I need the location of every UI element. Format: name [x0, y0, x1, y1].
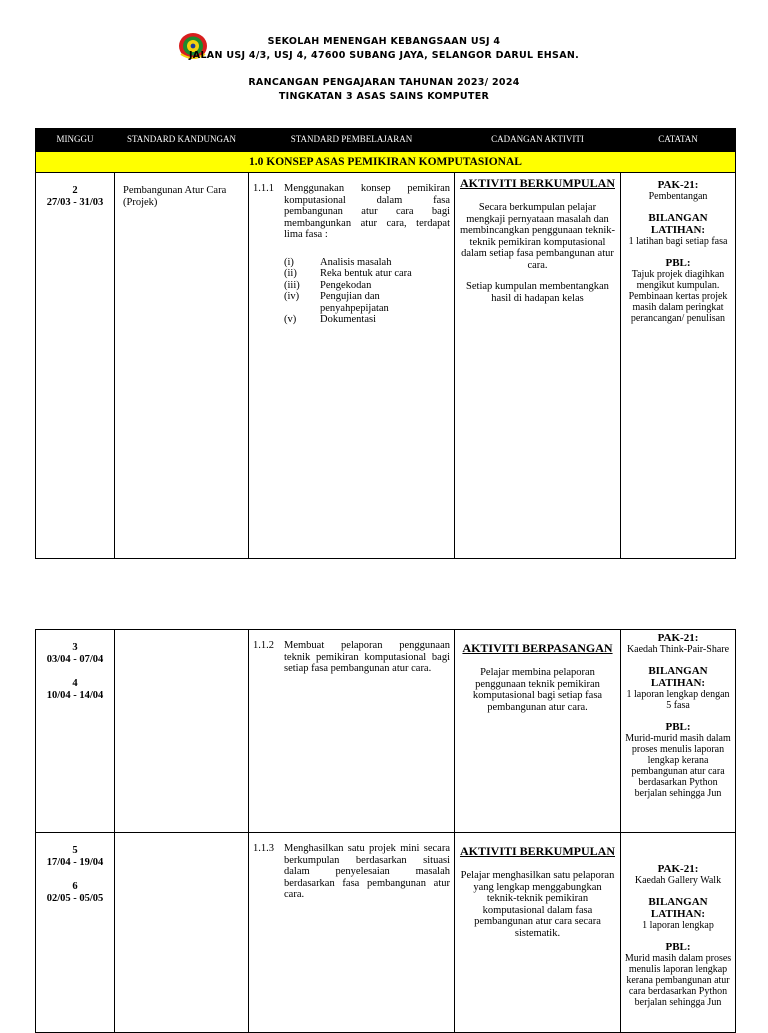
pak21-label: PAK-21:	[657, 179, 699, 191]
pak21-label: PAK-21:	[657, 632, 699, 644]
plan-table-page-1	[35, 128, 736, 559]
bilangan-value: 1 laporan lengkap dengan 5 fasa	[626, 689, 730, 712]
col-header-catatan: CATATAN	[621, 129, 736, 152]
standard-kandungan-cell	[115, 833, 249, 1033]
activity-description-2: Setiap kumpulan membentangkan hasil di hadapan kelas	[466, 281, 609, 305]
table-row	[36, 833, 736, 1033]
activity-description: Secara berkumpulan pelajar mengkaji pernyataan masalah dan membincangkan penggunaan teknik-teknik pemikiran komputasional dalam setiap fasa pembangunan atur cara.	[459, 202, 616, 271]
notes-cell	[621, 833, 736, 1033]
standard-pembelajaran-cell	[249, 833, 455, 1033]
pak21-value: Kaedah Think-Pair-Share	[626, 644, 730, 656]
pbl-label: PBL:	[665, 941, 691, 954]
list-item: (ii) Reka bentuk atur cara	[284, 268, 412, 280]
table-header-row	[36, 129, 736, 152]
week-number: 6	[72, 881, 78, 893]
sp-text: Menggunakan konsep pemikiran komputasional dalam fasa pembangunan atur cara bagi membangunkan atur cara, terdapat lima fasa :	[284, 183, 450, 241]
sp-code: 1.1.1	[253, 183, 274, 194]
bilangan-label: BILANGAN LATIHAN:	[648, 212, 708, 237]
col-header-standard-kandungan: STANDARD KANDUNGAN	[115, 129, 249, 152]
plan-title: RANCANGAN PENGAJARAN TAHUNAN 2023/ 2024	[248, 77, 520, 88]
week-cell	[36, 630, 115, 833]
standard-pembelajaran-cell	[249, 173, 455, 559]
activity-cell	[455, 630, 621, 833]
sp-text: Membuat pelaporan penggunaan teknik pemikiran komputasional bagi setiap fasa pembangunan atur cara.	[284, 640, 450, 675]
table-row	[36, 173, 736, 559]
pbl-value: Tajuk projek diagihkan mengikut kumpulan. Pembinaan kertas projek masih dalam peringkat perancangan/ penulisan	[628, 269, 728, 325]
standard-kandungan-cell	[115, 630, 249, 833]
activity-title: AKTIVITI BERKUMPULAN	[459, 176, 615, 190]
list-item: (i) Analisis masalah	[284, 256, 392, 268]
list-item: (iv) Pengujian dan penyahpepijatan	[284, 291, 389, 314]
activity-description: Pelajar membina pelaporan penggunaan teknik pemikiran komputasional bagi setiap fasa pembangunan atur cara.	[472, 667, 603, 713]
bilangan-label: BILANGAN LATIHAN:	[648, 896, 708, 921]
week-number: 5	[72, 845, 78, 856]
week-dates: 27/03 - 31/03	[46, 196, 104, 208]
bilangan-value: 1 latihan bagi setiap fasa	[628, 236, 728, 248]
week-number: 3	[72, 642, 78, 653]
pbl-label: PBL:	[665, 257, 691, 270]
standard-pembelajaran-cell	[249, 630, 455, 833]
activity-cell	[455, 173, 621, 559]
sp-text: Menghasilkan satu projek mini secara berkumpulan berdasarkan situasi dalam penyelesaian masalah berdasarkan fasa pembangunan atur cara.	[284, 843, 450, 901]
col-header-cadangan-aktiviti: CADANGAN AKTIVITI	[455, 129, 621, 152]
week-cell	[36, 173, 115, 559]
week-number: 4	[72, 678, 78, 690]
activity-title: AKTIVITI BERKUMPULAN	[459, 844, 615, 858]
week-dates: 17/04 - 19/04	[46, 856, 104, 868]
pak21-value: Pembentangan	[648, 191, 708, 203]
pak21-value: Kaedah Gallery Walk	[634, 875, 722, 887]
school-name: SEKOLAH MENENGAH KEBANGSAAN USJ 4	[267, 36, 501, 47]
sp-code: 1.1.3	[253, 843, 274, 854]
col-header-standard-pembelajaran: STANDARD PEMBELAJARAN	[249, 129, 455, 152]
bilangan-label: BILANGAN LATIHAN:	[648, 665, 708, 690]
sp-code: 1.1.2	[253, 640, 274, 651]
pbl-value: Murid-murid masih dalam proses menulis laporan lengkap kerana pembangunan atur cara berdasarkan Python berjalan sehingga Jun	[625, 733, 731, 800]
school-address: JALAN USJ 4/3, USJ 4, 47600 SUBANG JAYA, SELANGOR DARUL EHSAN.	[188, 50, 580, 61]
pbl-label: PBL:	[665, 721, 691, 734]
subject-title: TINGKATAN 3 ASAS SAINS KOMPUTER	[278, 91, 490, 102]
activity-title: AKTIVITI BERPASANGAN	[462, 641, 613, 655]
bilangan-value: 1 laporan lengkap	[642, 920, 714, 932]
pak21-label: PAK-21:	[657, 863, 699, 875]
table-row	[36, 630, 736, 833]
section-title-row	[36, 152, 736, 173]
phase-list	[253, 257, 450, 326]
pbl-value: Murid masih dalam proses menulis laporan lengkap kerana pembangunan atur cara berdasarkan Python berjalan sehingga Jun	[624, 953, 732, 1009]
week-number: 2	[72, 185, 78, 196]
week-cell	[36, 833, 115, 1033]
notes-cell	[621, 630, 736, 833]
plan-table-page-2	[35, 629, 736, 1033]
activity-cell	[455, 833, 621, 1033]
activity-description: Pelajar menghasilkan satu pelaporan yang lengkap menggabungkan teknik-teknik pemikiran komputasional dalam fasa pembangunan atur cara secara sistematik.	[460, 870, 615, 939]
list-item: (iii) Pengekodan	[284, 279, 372, 291]
section-title: 1.0 KONSEP ASAS PEMIKIRAN KOMPUTASIONAL	[36, 152, 736, 173]
notes-cell	[621, 173, 736, 559]
week-dates: 03/04 - 07/04	[46, 653, 104, 665]
week-dates: 02/05 - 05/05	[46, 892, 104, 904]
week-dates: 10/04 - 14/04	[46, 689, 104, 701]
standard-kandungan-cell: Pembangunan Atur Cara (Projek)	[115, 173, 249, 559]
col-header-minggu: MINGGU	[36, 129, 115, 152]
list-item: (v) Dokumentasi	[284, 314, 376, 326]
